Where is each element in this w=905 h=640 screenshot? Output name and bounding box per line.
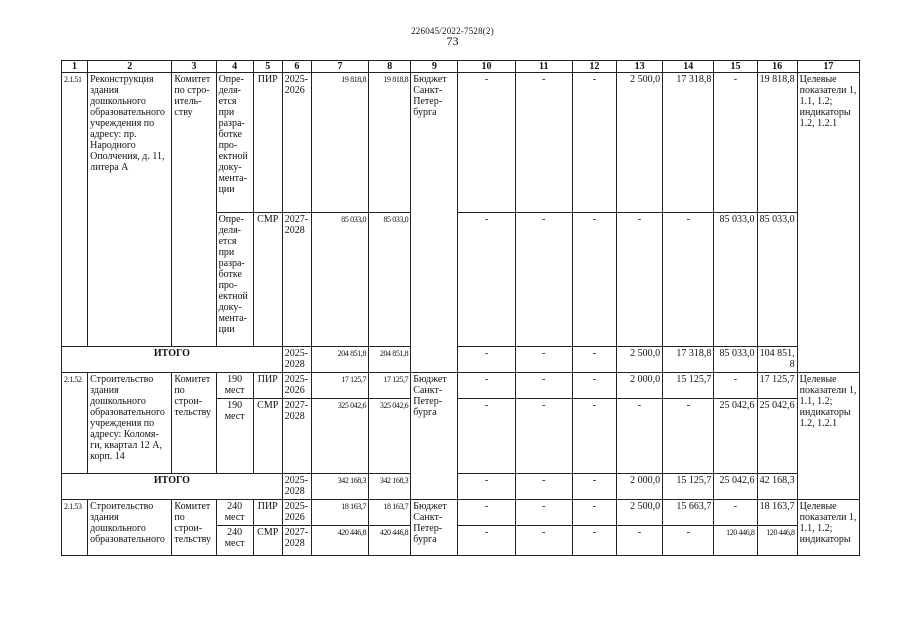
value-col11: - [515,526,572,556]
item-number: 2.1.52 [62,373,88,474]
column-number: 13 [617,61,663,73]
total-amount: 204 851,8 [311,347,368,373]
value-col14: - [663,399,714,474]
value-col10: - [458,399,515,474]
column-number: 1 [62,61,88,73]
total-amount-2: 420 446,8 [369,526,411,556]
value-col11: - [515,373,572,399]
column-number: 7 [311,61,368,73]
item-number: 2.1.51 [62,73,88,347]
indicators: Целевые показатели 1, 1.1, 1.2; индикаторы 1.2, 1.2.1 [797,73,859,373]
value-col14: 15 125,7 [663,373,714,399]
value-col15: - [714,73,757,213]
column-number: 8 [369,61,411,73]
value-col16: 19 818,8 [757,73,797,213]
page-number: 73 [446,34,459,48]
total-amount: 85 033,0 [311,213,368,347]
total-amount: 342 168,3 [311,474,368,500]
value-col16: 25 042,6 [757,399,797,474]
value-col13: 2 500,0 [617,500,663,526]
value-col11: - [515,474,572,500]
funding-source: Бюджет Санкт-Петер-бурга [411,73,458,373]
table-row [62,73,860,213]
column-number: 9 [411,61,458,73]
value-col14: 17 318,8 [663,73,714,213]
total-amount-2: 204 851,8 [369,347,411,373]
capacity: 240 мест [216,500,253,526]
value-col16: 42 168,3 [757,474,797,500]
total-amount-2: 325 042,6 [369,399,411,474]
item-name: Реконструкция здания дошкольного образовательного учреждения по адресу: пр. Народного Ополчения, д. 11, литера А [88,73,172,347]
value-col13: - [617,399,663,474]
program-table [61,60,860,556]
value-col10: - [458,474,515,500]
value-col13: 2 000,0 [617,373,663,399]
column-number: 15 [714,61,757,73]
item-name: Строительство здания дошкольного образовательного учреждения по адресу: Коломя-ги, квартал 12 А, корп. 14 [88,373,172,474]
table-row [62,373,860,399]
column-number: 12 [572,61,616,73]
value-col15: 25 042,6 [714,399,757,474]
column-number: 17 [797,61,859,73]
stage: СМР [253,526,282,556]
period: 2025-2026 [282,373,311,399]
value-col10: - [458,526,515,556]
column-number: 2 [88,61,172,73]
total-amount: 19 818,8 [311,73,368,213]
value-col11: - [515,347,572,373]
value-col11: - [515,500,572,526]
value-col12: - [572,399,616,474]
stage: ПИР [253,73,282,213]
capacity: Опре-деля-ется при разра-ботке про-ектной доку-мента-ции [216,213,253,347]
period: 2025-2028 [282,474,311,500]
value-col15: - [714,373,757,399]
value-col12: - [572,213,616,347]
stage: СМР [253,399,282,474]
total-amount: 420 446,8 [311,526,368,556]
total-amount-2: 342 168,3 [369,474,411,500]
period: 2025-2026 [282,500,311,526]
column-number: 11 [515,61,572,73]
table-row [62,500,860,526]
value-col12: - [572,500,616,526]
value-col15: 85 033,0 [714,213,757,347]
executor: Комитет по строи-тельству [172,500,216,556]
value-col10: - [458,347,515,373]
column-number: 6 [282,61,311,73]
period: 2025-2026 [282,73,311,213]
value-col13: - [617,213,663,347]
item-number: 2.1.53 [62,500,88,556]
period: 2027-2028 [282,399,311,474]
indicators: Целевые показатели 1, 1.1, 1.2; индикаторы 1.2, 1.2.1 [797,373,859,500]
value-col11: - [515,399,572,474]
value-col15: 85 033,0 [714,347,757,373]
value-col12: - [572,347,616,373]
value-col10: - [458,500,515,526]
total-label: ИТОГО [62,474,283,500]
value-col14: 15 125,7 [663,474,714,500]
capacity: Опре-деля-ется при разра-ботке про-ектной доку-мента-ции [216,73,253,213]
value-col14: - [663,526,714,556]
total-row [62,474,860,500]
stage: СМР [253,213,282,347]
column-number-row [62,61,860,73]
item-name: Строительство здания дошкольного образовательного [88,500,172,556]
total-amount: 18 163,7 [311,500,368,526]
executor: Комитет по стро-итель-ству [172,73,216,347]
period: 2027-2028 [282,213,311,347]
value-col12: - [572,373,616,399]
value-col15: 120 446,8 [714,526,757,556]
indicators: Целевые показатели 1, 1.1, 1.2; индикаторы [797,500,859,556]
value-col16: 85 033,0 [757,213,797,347]
value-col13: 2 500,0 [617,73,663,213]
value-col16: 104 851, 8 [757,347,797,373]
column-number: 3 [172,61,216,73]
total-amount-2: 17 125,7 [369,373,411,399]
value-col10: - [458,213,515,347]
value-col13: 2 500,0 [617,347,663,373]
column-number: 10 [458,61,515,73]
value-col12: - [572,474,616,500]
value-col14: - [663,213,714,347]
value-col14: 15 663,7 [663,500,714,526]
value-col16: 120 446,8 [757,526,797,556]
value-col15: 25 042,6 [714,474,757,500]
capacity: 240 мест [216,526,253,556]
column-number: 14 [663,61,714,73]
value-col13: 2 000,0 [617,474,663,500]
document-number: 226045/2022-7528(2) [411,26,494,36]
total-amount: 325 042,6 [311,399,368,474]
executor: Комитет по строи-тельству [172,373,216,474]
value-col12: - [572,73,616,213]
capacity: 190 мест [216,373,253,399]
value-col14: 17 318,8 [663,347,714,373]
value-col10: - [458,373,515,399]
stage: ПИР [253,373,282,399]
value-col11: - [515,73,572,213]
funding-source: Бюджет Санкт-Петер-бурга [411,373,458,500]
value-col13: - [617,526,663,556]
funding-source: Бюджет Санкт-Петер-бурга [411,500,458,556]
total-amount: 17 125,7 [311,373,368,399]
total-label: ИТОГО [62,347,283,373]
total-row [62,347,860,373]
total-amount-2: 18 163,7 [369,500,411,526]
period: 2027-2028 [282,526,311,556]
value-col11: - [515,213,572,347]
value-col15: - [714,500,757,526]
capacity: 190 мест [216,399,253,474]
stage: ПИР [253,500,282,526]
total-amount-2: 19 818,8 [369,73,411,213]
value-col16: 18 163,7 [757,500,797,526]
total-amount-2: 85 033,0 [369,213,411,347]
value-col16: 17 125,7 [757,373,797,399]
value-col10: - [458,73,515,213]
column-number: 4 [216,61,253,73]
column-number: 16 [757,61,797,73]
column-number: 5 [253,61,282,73]
value-col12: - [572,526,616,556]
period: 2025-2028 [282,347,311,373]
